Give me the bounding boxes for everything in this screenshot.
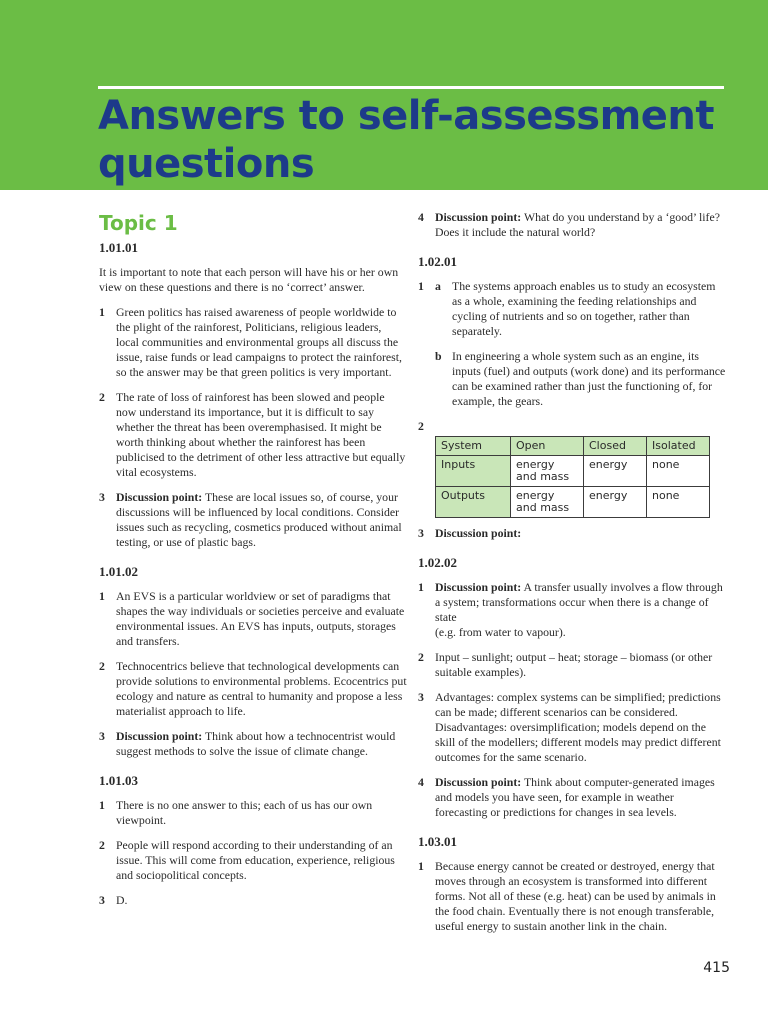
answer-item bbox=[99, 798, 407, 828]
item-number: 2 bbox=[418, 650, 424, 664]
item-number: 4 bbox=[418, 210, 424, 224]
section-heading-1-01-03: 1.01.03 bbox=[99, 773, 138, 788]
table-header-row bbox=[436, 437, 710, 456]
answer-item bbox=[418, 690, 728, 765]
item-number: 2 bbox=[99, 838, 105, 852]
item-number: 3 bbox=[99, 893, 105, 907]
discussion-label: Discussion point: bbox=[435, 526, 522, 540]
answer-text bbox=[116, 490, 407, 550]
item-number: 2 bbox=[99, 390, 105, 404]
item-number: 3 bbox=[99, 729, 105, 743]
intro-paragraph: It is important to note that each person will have his or her own view on these questions and there is no ‘correct’ answer. bbox=[99, 265, 399, 294]
item-number: 4 bbox=[418, 775, 424, 789]
item-number: 1 bbox=[99, 305, 105, 319]
discussion-text: Think about how a technocentrist would suggest methods to solve the issue of climate change. bbox=[116, 729, 396, 758]
answer-text bbox=[435, 775, 728, 820]
answer-text: The systems approach enables us to study an ecosystem as a whole, examining the feeding relationships and cycling of nutrients and so on together, rather than separately. bbox=[452, 279, 716, 338]
answer-item bbox=[99, 893, 407, 908]
discussion-label: Discussion point: bbox=[435, 580, 522, 594]
item-number: 1 bbox=[99, 798, 105, 812]
table-cell: none bbox=[647, 456, 710, 487]
table-row bbox=[436, 456, 710, 487]
answer-item bbox=[99, 838, 407, 883]
section-heading-1-03-01: 1.03.01 bbox=[418, 834, 457, 849]
systems-table bbox=[435, 436, 710, 518]
answer-text bbox=[435, 526, 728, 541]
answer-text: Input – sunlight; output – heat; storage – biomass (or other suitable examples). bbox=[435, 650, 713, 679]
discussion-text: A transfer usually involves a flow through a system; transformations occur when there is a change of state bbox=[435, 580, 723, 624]
page-title: Answers to self-assessment questions bbox=[98, 93, 715, 187]
discussion-label: Discussion point: bbox=[116, 729, 203, 743]
discussion-label: Discussion point: bbox=[435, 210, 522, 224]
item-number: 3 bbox=[418, 690, 424, 704]
answer-item bbox=[99, 305, 407, 380]
answer-item bbox=[99, 659, 407, 719]
answer-text: Green politics has raised awareness of people worldwide to the plight of the rainforest, Politicians, religious leaders, local communities and environmental groups all discuss the issue, raise funds or lead campaigns to protect the rainforest, so the answer may be that green politics is very important. bbox=[116, 305, 402, 379]
answer-text: Because energy cannot be created or destroyed, energy that moves through an ecosystem is transformed into different forms. Not all of these (e.g. heat) can be used by animals in the food chain. Eventually there is not enough transferable, useful energy to sustain another link in the chain. bbox=[435, 859, 716, 933]
table-header-cell: Open bbox=[511, 437, 584, 456]
section-heading-1-02-01: 1.02.01 bbox=[418, 254, 457, 269]
discussion-label: Discussion point: bbox=[116, 490, 203, 504]
table-cell: none bbox=[647, 487, 710, 518]
answer-item bbox=[418, 650, 728, 680]
page-number: 415 bbox=[703, 960, 730, 976]
answer-text bbox=[116, 729, 407, 759]
answer-text: In engineering a whole system such as an engine, its inputs (fuel) and outputs (work done) and its performance can be examined rather than just the functioning of, for example, the gears. bbox=[452, 349, 726, 408]
item-number: 1 bbox=[418, 580, 424, 594]
answer-text: There is no one answer to this; each of us has our own viewpoint. bbox=[116, 798, 373, 827]
table-row-header: Inputs bbox=[436, 456, 511, 487]
discussion-example: (e.g. from water to vapour). bbox=[435, 625, 566, 639]
section-heading-1-01-01: 1.01.01 bbox=[99, 240, 138, 255]
item-number: 1 bbox=[418, 859, 424, 873]
table-header-cell: Closed bbox=[584, 437, 647, 456]
answer-text: Technocentrics believe that technological developments can provide solutions to environmental problems. Ecocentrics put ecology and nature as central to humanity and propose a less materialist approach to life. bbox=[116, 659, 407, 718]
answer-text bbox=[435, 210, 728, 240]
item-number: 2 bbox=[99, 659, 105, 673]
answer-text: An EVS is a particular worldview or set of paradigms that shapes the way individuals or societies perceive and evaluate environmental issues. An EVS has inputs, outputs, storages and transfers. bbox=[116, 589, 405, 648]
table-cell: energy and mass bbox=[511, 487, 584, 518]
answer-item bbox=[418, 349, 728, 409]
item-number: 3 bbox=[99, 490, 105, 504]
answer-item bbox=[418, 775, 728, 820]
answer-text: D. bbox=[116, 893, 128, 907]
discussion-text: What do you understand by a ‘good’ life? Does it include the natural world? bbox=[435, 210, 720, 239]
section-heading-1-02-02: 1.02.02 bbox=[418, 555, 457, 570]
title-banner bbox=[0, 0, 768, 190]
answer-item bbox=[418, 526, 728, 541]
title-rule bbox=[98, 86, 724, 89]
left-column bbox=[99, 210, 407, 918]
answer-item bbox=[99, 490, 407, 550]
answer-item bbox=[418, 859, 728, 934]
table-header-cell: System bbox=[436, 437, 511, 456]
table-cell: energy and mass bbox=[511, 456, 584, 487]
item-letter: b bbox=[435, 349, 442, 363]
answer-item bbox=[99, 589, 407, 649]
answer-item bbox=[418, 580, 728, 640]
item-number: 2 bbox=[418, 419, 424, 433]
item-number: 3 bbox=[418, 526, 424, 540]
answer-text bbox=[435, 580, 728, 640]
discussion-text: Think about computer-generated images and models you have seen, for example in weather forecasting or predictions for changes in sea levels. bbox=[435, 775, 715, 819]
answer-item bbox=[99, 390, 407, 480]
table-cell: energy bbox=[584, 456, 647, 487]
discussion-label: Discussion point: bbox=[435, 775, 522, 789]
answer-text: The rate of loss of rainforest has been slowed and people now understand its importance, but it is difficult to say whether the threat has been overemphasised. It might be worth thinking about whether the rainforest has been publicised to the detriment of other less attractive but equally vital ecosystems. bbox=[116, 390, 406, 479]
table-row-header: Outputs bbox=[436, 487, 511, 518]
item-letter: a bbox=[435, 279, 441, 293]
topic-heading: Topic 1 bbox=[99, 211, 178, 235]
answer-text: People will respond according to their understanding of an issue. This will come from education, experience, religious and sociopolitical concepts. bbox=[116, 838, 395, 882]
table-row bbox=[436, 487, 710, 518]
item-number: 1 bbox=[418, 279, 424, 293]
table-header-cell: Isolated bbox=[647, 437, 710, 456]
table-cell: energy bbox=[584, 487, 647, 518]
item-number: 1 bbox=[99, 589, 105, 603]
answer-text: Advantages: complex systems can be simplified; predictions can be made; different scenarios can be considered. Disadvantages: oversimplification; models depend on the skill of the modellers; different models may predict different outcomes for the same scenario. bbox=[435, 690, 721, 764]
discussion-text: These are local issues so, of course, your discussions will be influenced by local conditions. Consider issues such as recycling, cosmetics produced without animal testing, or use of plastic bags. bbox=[116, 490, 402, 549]
answer-item bbox=[99, 729, 407, 759]
answer-item bbox=[418, 279, 728, 339]
answer-item bbox=[418, 419, 728, 434]
right-column bbox=[418, 210, 728, 944]
section-heading-1-01-02: 1.01.02 bbox=[99, 564, 138, 579]
answer-item bbox=[418, 210, 728, 240]
